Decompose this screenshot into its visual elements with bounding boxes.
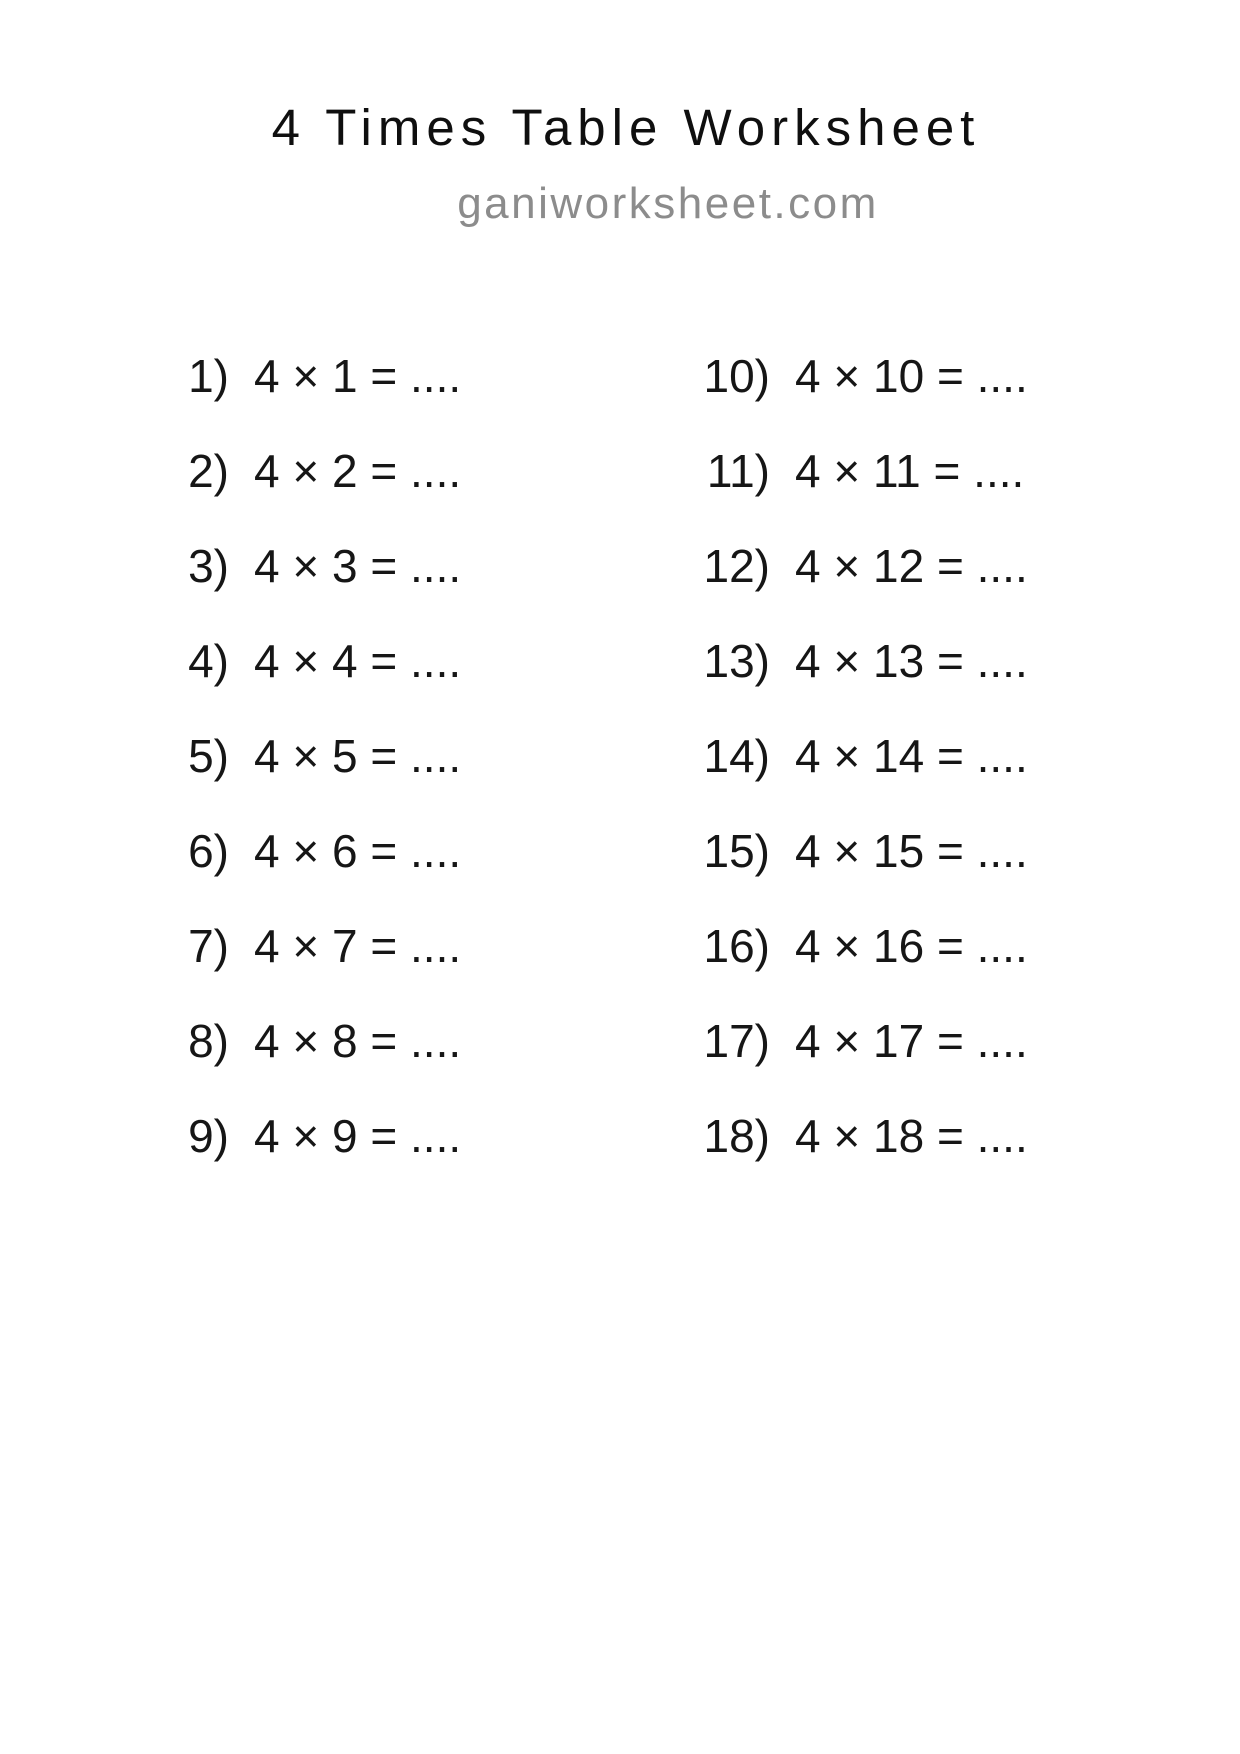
problem-number: 3) xyxy=(188,540,229,592)
problem-expression: 4 × 12 = .... xyxy=(795,540,1028,592)
problem-number: 10) xyxy=(703,350,770,402)
problem-expression: 4 × 9 = .... xyxy=(254,1110,462,1162)
problem-expression: 4 × 15 = .... xyxy=(795,825,1028,877)
problem-expression: 4 × 5 = .... xyxy=(254,730,462,782)
problem-row xyxy=(181,994,461,1089)
problem-number: 1) xyxy=(188,350,229,402)
problem-expression: 4 × 1 = .... xyxy=(254,350,462,402)
problem-row xyxy=(700,899,1028,994)
problem-row xyxy=(181,1089,461,1184)
problem-expression: 4 × 11 = .... xyxy=(795,445,1025,497)
problem-number: 18) xyxy=(703,1110,770,1162)
problem-number: 7) xyxy=(188,920,229,972)
problem-expression: 4 × 13 = .... xyxy=(795,635,1028,687)
problem-expression: 4 × 3 = .... xyxy=(254,540,462,592)
problem-row xyxy=(181,899,461,994)
problem-expression: 4 × 2 = .... xyxy=(254,445,462,497)
worksheet-title: 4 Times Table Worksheet xyxy=(271,99,981,156)
problem-number: 2) xyxy=(188,445,229,497)
problem-row xyxy=(700,329,1028,424)
problem-expression: 4 × 16 = .... xyxy=(795,920,1028,972)
problem-row xyxy=(700,709,1028,804)
problem-row xyxy=(700,1089,1028,1184)
problem-expression: 4 × 6 = .... xyxy=(254,825,462,877)
problem-number: 6) xyxy=(188,825,229,877)
problem-number: 5) xyxy=(188,730,229,782)
problem-row xyxy=(700,994,1028,1089)
problem-row xyxy=(181,329,461,424)
problem-number: 17) xyxy=(703,1015,770,1067)
problem-expression: 4 × 8 = .... xyxy=(254,1015,462,1067)
problem-expression: 4 × 17 = .... xyxy=(795,1015,1028,1067)
problem-row xyxy=(700,614,1028,709)
problem-number: 16) xyxy=(703,920,770,972)
problem-number: 11) xyxy=(706,445,770,497)
problem-row xyxy=(181,614,461,709)
problem-column-right xyxy=(700,329,1028,1184)
problem-row xyxy=(181,804,461,899)
problem-row xyxy=(181,709,461,804)
problem-expression: 4 × 4 = .... xyxy=(254,635,462,687)
problem-expression: 4 × 14 = .... xyxy=(795,730,1028,782)
problem-expression: 4 × 7 = .... xyxy=(254,920,462,972)
problem-row xyxy=(700,519,1028,614)
site-watermark: ganiworksheet.com xyxy=(457,179,879,228)
problem-number: 9) xyxy=(188,1110,229,1162)
problem-row xyxy=(181,519,461,614)
problem-row xyxy=(700,804,1028,899)
problem-expression: 4 × 10 = .... xyxy=(795,350,1028,402)
problem-number: 14) xyxy=(703,730,770,782)
problem-row xyxy=(181,424,461,519)
problem-column-left xyxy=(181,329,461,1184)
problem-number: 12) xyxy=(703,540,770,592)
problem-number: 13) xyxy=(703,635,770,687)
problem-list xyxy=(0,329,1240,1229)
problem-number: 8) xyxy=(188,1015,229,1067)
problem-number: 15) xyxy=(703,825,770,877)
problem-row xyxy=(700,424,1028,519)
problem-number: 4) xyxy=(188,635,229,687)
problem-expression: 4 × 18 = .... xyxy=(795,1110,1028,1162)
